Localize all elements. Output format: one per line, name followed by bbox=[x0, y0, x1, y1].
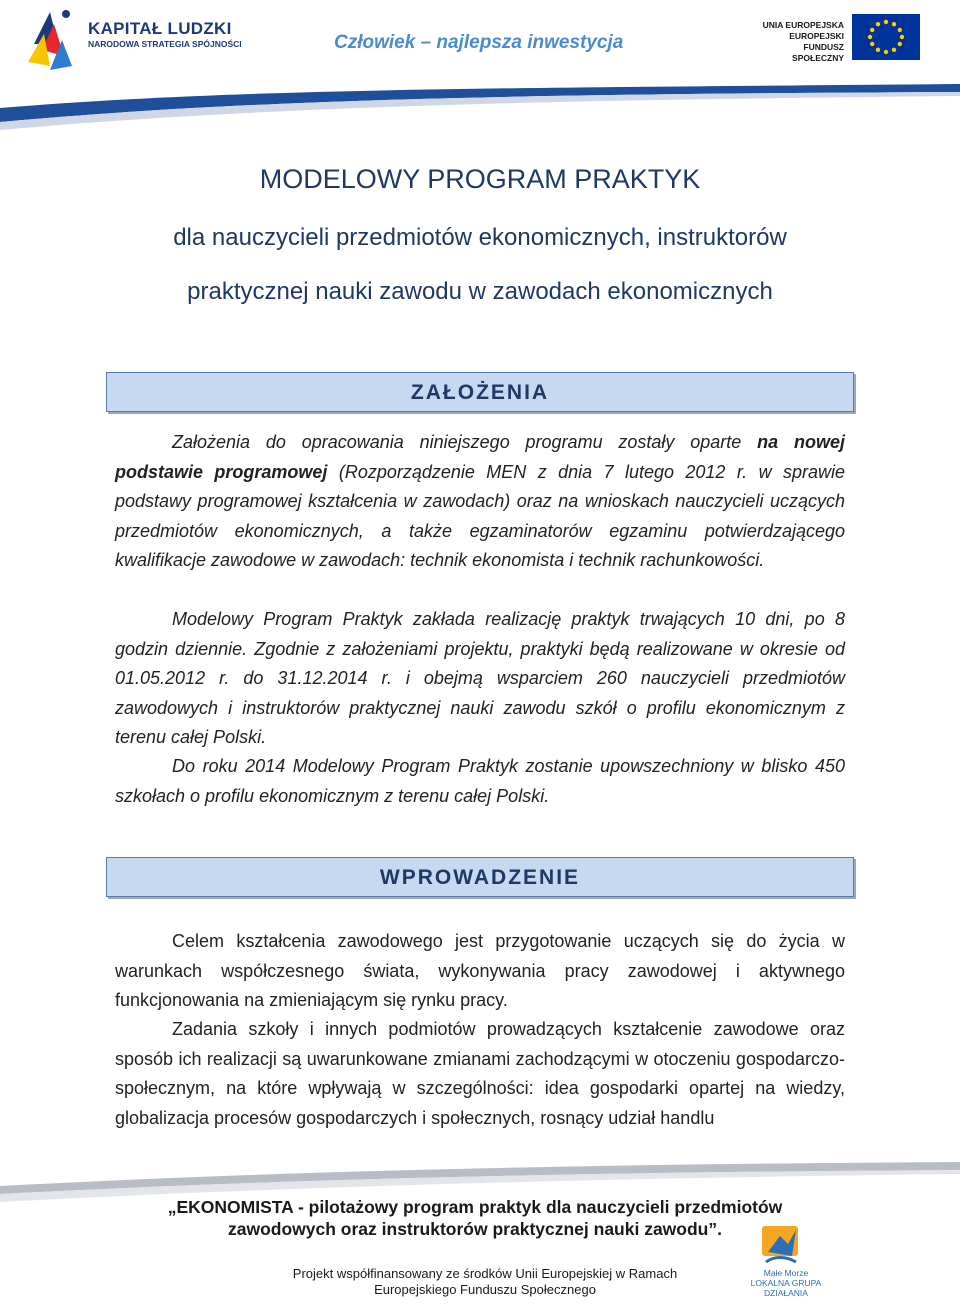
zalozenia-paragraph-1 bbox=[115, 428, 845, 576]
wprowadzenie-paragraph-1 bbox=[115, 927, 845, 1016]
lgd-label-line3: DZIAŁANIA bbox=[764, 1288, 808, 1298]
document-subtitle-line2: praktycznej nauki zawodu w zawodach ekonomicznych bbox=[187, 278, 773, 305]
paragraph-text bbox=[115, 428, 845, 576]
page-header bbox=[0, 0, 960, 130]
eu-label-line2: EUROPEJSKI bbox=[789, 31, 844, 41]
paragraph-text-part: (Rozporządzenie MEN z dnia 7 lutego 2012 r. w sprawie podstawy programowej kształcenia w zawodach) oraz na wnioskach nauczycieli uczących przedmiotów ekonomicznych, a także egzaminatorów egzaminu potwierdzającego kwalifikacje zawodowe w zawodach: technik ekonomista i technik rachunkowości. bbox=[115, 461, 845, 570]
lgd-label-line2: LOKALNA GRUPA bbox=[750, 1278, 822, 1288]
lgd-label bbox=[744, 1268, 828, 1298]
lgd-bird-logo-icon bbox=[758, 1222, 802, 1268]
section-heading-wprowadzenie: WPROWADZENIE bbox=[106, 857, 854, 897]
funding-note-line1: Projekt współfinansowany ze środków Unii Europejskiej w Ramach bbox=[292, 1266, 678, 1281]
eu-label bbox=[752, 20, 844, 64]
paragraph-text: Do roku 2014 Modelowy Program Praktyk zostanie upowszechniony w blisko 450 szkołach o profilu ekonomicznym z terenu całej Polski. bbox=[115, 756, 845, 806]
project-name-line2: zawodowych oraz instruktorów praktycznej nauki zawodu”. bbox=[228, 1219, 722, 1239]
funding-note bbox=[230, 1266, 740, 1298]
project-name-line1: „EKONOMISTA - pilotażowy program praktyk dla nauczycieli przedmiotów bbox=[167, 1197, 783, 1217]
program-name bbox=[88, 20, 242, 50]
document-title: MODELOWY PROGRAM PRAKTYK bbox=[259, 164, 701, 194]
program-subtitle: NARODOWA STRATEGIA SPÓJNOŚCI bbox=[88, 39, 242, 49]
funding-note-line2: Europejskiego Funduszu Społecznego bbox=[374, 1282, 596, 1297]
paragraph-text: Celem kształcenia zawodowego jest przygotowanie uczących się do życia w warunkach współczesnego świata, wykonywania pracy zawodowej i aktywnego funkcjonowania na zmieniającym się rynku pracy. bbox=[115, 931, 845, 1010]
kapital-ludzki-logo bbox=[28, 4, 78, 70]
project-name bbox=[110, 1196, 840, 1240]
paragraph-text: Zadania szkoły i innych podmiotów prowadzących kształcenie zawodowe oraz sposób ich realizacji są uwarunkowane zmianami zachodzącymi w otoczeniu gospodarczo-społecznym, na które wpływają w szczególności: idea gospodarki opartej na wiedzy, globalizacja procesów gospodarczych i społecznych, rosnący udział handlu bbox=[115, 1019, 845, 1128]
bold-emphasis: na nowej podstawie programowej bbox=[115, 432, 845, 482]
eu-label-line1: UNIA EUROPEJSKA bbox=[762, 20, 844, 30]
eu-flag-icon bbox=[852, 14, 920, 60]
header-wave-decoration bbox=[0, 78, 960, 130]
slogan: Człowiek – najlepsza inwestycja bbox=[334, 32, 624, 53]
wprowadzenie-paragraph-2 bbox=[115, 1015, 845, 1133]
zalozenia-paragraph-2 bbox=[115, 605, 845, 753]
lgd-label-line1: Małe Morze bbox=[763, 1268, 809, 1278]
document-subtitle-line1: dla nauczycieli przedmiotów ekonomicznych, instruktorów bbox=[173, 224, 787, 251]
paragraph-text: Modelowy Program Praktyk zakłada realizację praktyk trwających 10 dni, po 8 godzin dziennie. Zgodnie z założeniami projektu, praktyki będą realizowane w okresie od 01.05.2012 r. do 31.12.2014 r. i obejmą wsparciem 260 nauczycieli przedmiotów zawodowych i instruktorów praktycznej nauki zawodu szkół o profilu ekonomicznym z terenu całej Polski. bbox=[115, 609, 845, 747]
eu-label-line3: FUNDUSZ SPOŁECZNY bbox=[792, 42, 844, 63]
zalozenia-paragraph-3 bbox=[115, 752, 845, 811]
paragraph-text-part: Założenia do opracowania niniejszego programu zostały oparte bbox=[172, 432, 758, 452]
program-title: KAPITAŁ LUDZKI bbox=[88, 19, 232, 38]
section-heading-zalozenia: ZAŁOŻENIA bbox=[106, 372, 854, 412]
